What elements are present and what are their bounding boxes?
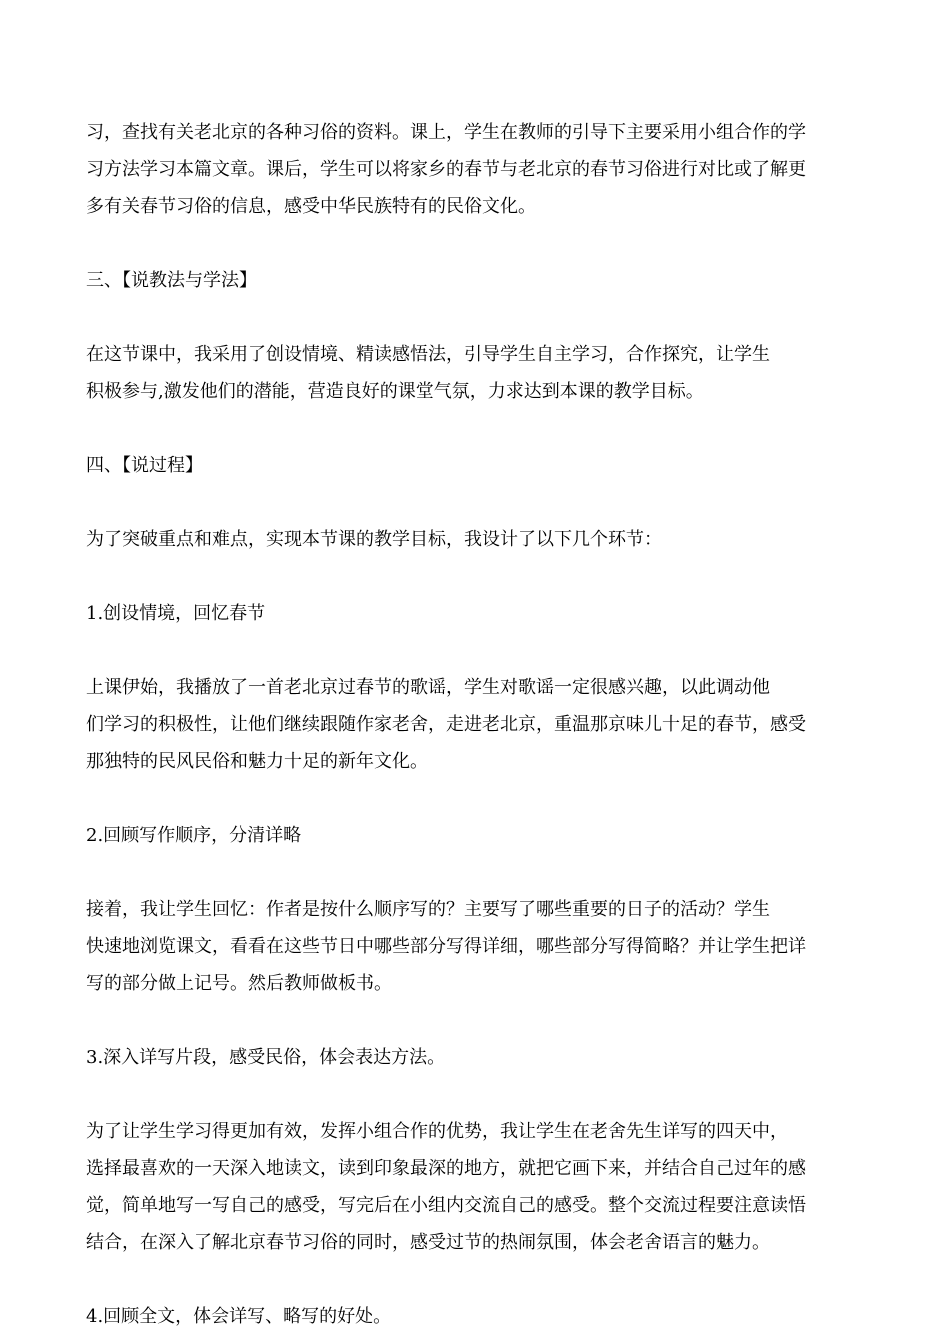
text-line: 在这节课中，我采用了创设情境、精读感悟法，引导学生自主学习，合作探究，让学生	[86, 344, 770, 365]
paragraph-continuation	[86, 1150, 866, 1261]
text-line: 结合，在深入了解北京春节习俗的同时，感受过节的热闹氛围，体会老舍语言的魅力。	[86, 1232, 770, 1253]
text-line: 多有关春节习俗的信息，感受中华民族特有的民俗文化。	[86, 196, 536, 217]
paragraph	[86, 669, 866, 706]
paragraph	[86, 891, 866, 928]
text-line: 1.创设情境，回忆春节	[86, 603, 266, 624]
text-line: 为了让学生学习得更加有效，发挥小组合作的优势，我让学生在老舍先生详写的四天中，	[86, 1121, 788, 1142]
text-line: 觉，简单地写一写自己的感受，写完后在小组内交流自己的感受。整个交流过程要注意读悟	[86, 1195, 806, 1216]
text-line: 4.回顾全文，体会详写、略写的好处。	[86, 1306, 392, 1327]
text-line: 那独特的民风民俗和魅力十足的新年文化。	[86, 751, 428, 772]
paragraph	[86, 114, 866, 225]
document-body	[86, 114, 866, 1335]
paragraph-continuation	[86, 373, 866, 410]
text-line: 接着，我让学生回忆：作者是按什么顺序写的？主要写了哪些重要的日子的活动？学生	[86, 899, 770, 920]
text-line: 快速地浏览课文，看看在这些节日中哪些部分写得详细，哪些部分写得简略？并让学生把详	[86, 936, 806, 957]
paragraph-continuation	[86, 928, 866, 1002]
step-heading	[86, 817, 866, 854]
heading-text: 三、【说教法与学法】	[86, 270, 257, 291]
step-heading	[86, 1039, 866, 1076]
text-line: 积极参与,激发他们的潜能，营造良好的课堂气氛，力求达到本课的教学目标。	[86, 381, 704, 402]
text-line: 为了突破重点和难点，实现本节课的教学目标，我设计了以下几个环节：	[86, 529, 662, 550]
text-line: 上课伊始，我播放了一首老北京过春节的歌谣，学生对歌谣一定很感兴趣，以此调动他	[86, 677, 770, 698]
text-line: 习方法学习本篇文章。课后，学生可以将家乡的春节与老北京的春节习俗进行对比或了解更	[86, 159, 806, 180]
text-line: 选择最喜欢的一天深入地读文，读到印象最深的地方，就把它画下来，并结合自己过年的感	[86, 1158, 806, 1179]
text-line: 3.深入详写片段，感受民俗，体会表达方法。	[86, 1047, 446, 1068]
section-heading	[86, 262, 866, 299]
step-heading	[86, 1298, 866, 1335]
section-heading	[86, 447, 866, 484]
step-heading	[86, 595, 866, 632]
text-line: 写的部分做上记号。然后教师做板书。	[86, 973, 392, 994]
text-line: 习，查找有关老北京的各种习俗的资料。课上，学生在教师的引导下主要采用小组合作的学	[86, 122, 806, 143]
heading-text: 四、【说过程】	[86, 455, 203, 476]
paragraph	[86, 1113, 866, 1150]
text-line: 们学习的积极性，让他们继续跟随作家老舍，走进老北京，重温那京味儿十足的春节，感受	[86, 714, 806, 735]
paragraph	[86, 336, 866, 373]
text-line: 2.回顾写作顺序，分清详略	[86, 825, 302, 846]
paragraph	[86, 521, 866, 558]
paragraph-continuation	[86, 706, 866, 780]
